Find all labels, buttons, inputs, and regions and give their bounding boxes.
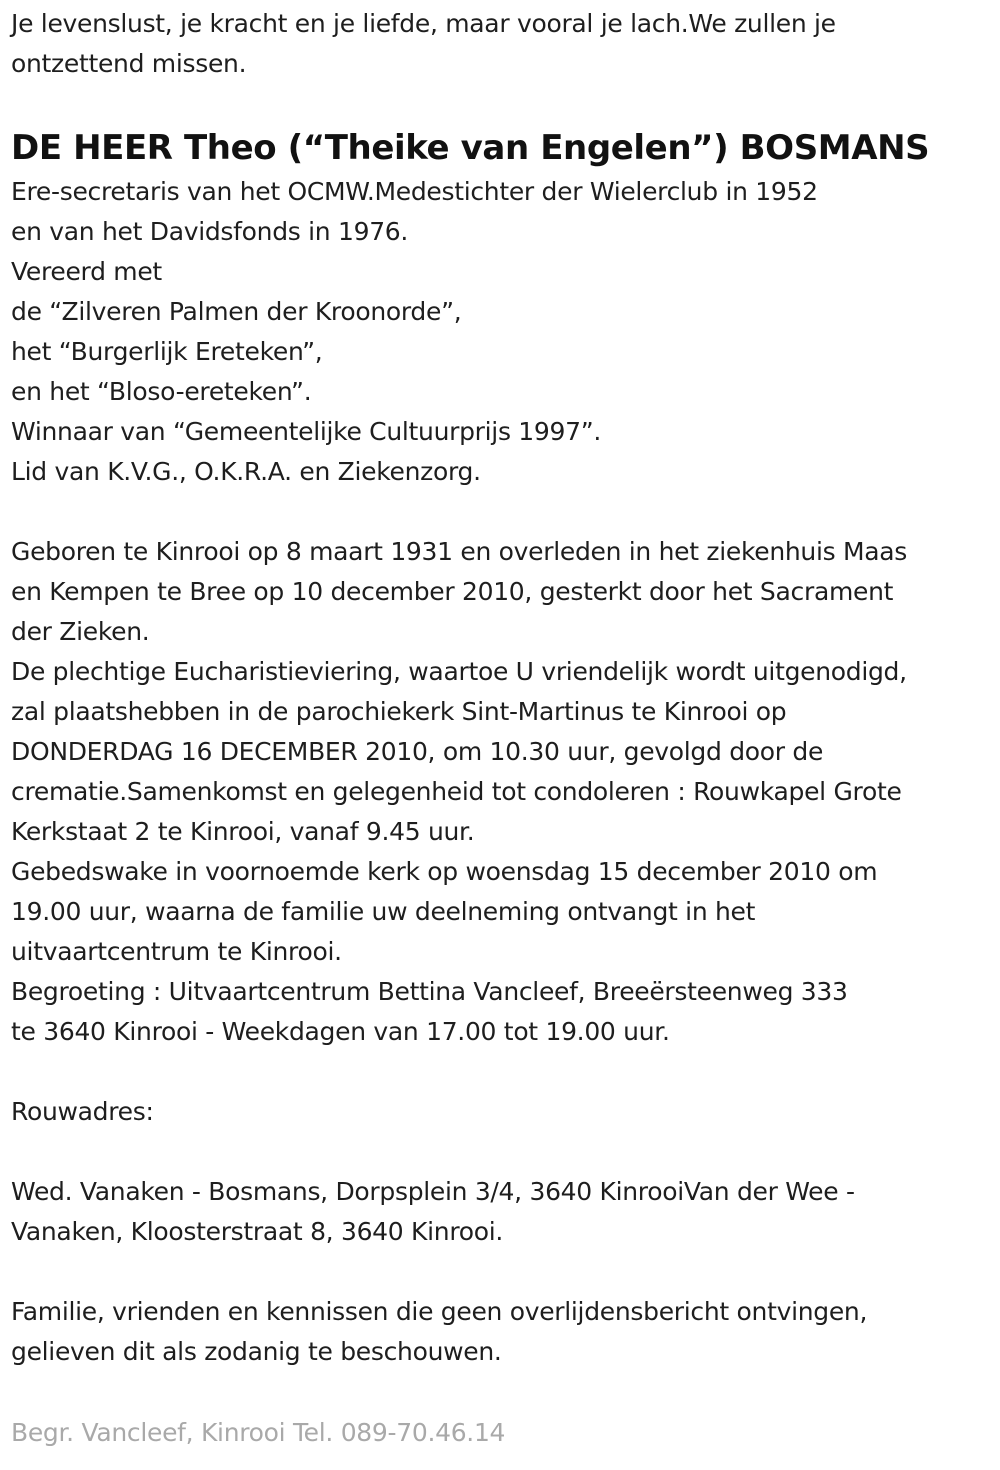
mourning-address <box>11 1172 996 1252</box>
intro-text <box>11 4 996 84</box>
details-line: 19.00 uur, waarna de familie uw deelneming ontvangt in het <box>11 897 756 926</box>
obituary-notice <box>11 4 996 1372</box>
honours-line: Vereerd met <box>11 257 162 286</box>
honours-block <box>11 172 996 492</box>
details-line: Begroeting : Uitvaartcentrum Bettina Vancleef, Breeërsteenweg 333 <box>11 977 848 1006</box>
details-line: uitvaartcentrum te Kinrooi. <box>11 937 342 966</box>
spacer <box>11 1052 996 1092</box>
spacer <box>11 1252 996 1292</box>
details-line: en Kempen te Bree op 10 december 2010, gesterkt door het Sacrament <box>11 577 894 606</box>
details-line: Gebedswake in voornoemde kerk op woensdag 15 december 2010 om <box>11 857 878 886</box>
closing-line: gelieven dit als zodanig te beschouwen. <box>11 1337 502 1366</box>
details-line: te 3640 Kinrooi - Weekdagen van 17.00 tot 19.00 uur. <box>11 1017 670 1046</box>
deceased-name-title: DE HEER Theo (“Theike van Engelen”) BOSMANS <box>11 128 930 168</box>
funeral-home-footer: Begr. Vancleef, Kinrooi Tel. 089-70.46.14 <box>11 1418 506 1447</box>
intro-line: Je levenslust, je kracht en je liefde, maar vooral je lach.We zullen je <box>11 9 836 38</box>
details-line: zal plaatshebben in de parochiekerk Sint-Martinus te Kinrooi op <box>11 697 787 726</box>
details-line: DONDERDAG 16 DECEMBER 2010, om 10.30 uur, gevolgd door de <box>11 737 824 766</box>
details-line: crematie.Samenkomst en gelegenheid tot condoleren : Rouwkapel Grote <box>11 777 902 806</box>
details-line: De plechtige Eucharistieviering, waartoe U vriendelijk wordt uitgenodigd, <box>11 657 907 686</box>
funeral-details <box>11 532 996 1052</box>
intro-line: ontzettend missen. <box>11 49 247 78</box>
honours-line: en het “Bloso-ereteken”. <box>11 377 312 406</box>
closing-text <box>11 1292 996 1372</box>
details-line: der Zieken. <box>11 617 150 646</box>
honours-line: Lid van K.V.G., O.K.R.A. en Ziekenzorg. <box>11 457 481 486</box>
closing-line: Familie, vrienden en kennissen die geen overlijdensbericht ontvingen, <box>11 1297 868 1326</box>
honours-line: Winnaar van “Gemeentelijke Cultuurprijs 1997”. <box>11 417 602 446</box>
honours-line: het “Burgerlijk Ereteken”, <box>11 337 323 366</box>
honours-line: Ere-secretaris van het OCMW.Medestichter der Wielerclub in 1952 <box>11 177 818 206</box>
details-line: Geboren te Kinrooi op 8 maart 1931 en overleden in het ziekenhuis Maas <box>11 537 908 566</box>
address-line: Wed. Vanaken - Bosmans, Dorpsplein 3/4, 3640 KinrooiVan der Wee - <box>11 1177 855 1206</box>
honours-line: en van het Davidsfonds in 1976. <box>11 217 409 246</box>
spacer <box>11 492 996 532</box>
spacer <box>11 1132 996 1172</box>
details-line: Kerkstaat 2 te Kinrooi, vanaf 9.45 uur. <box>11 817 475 846</box>
honours-line: de “Zilveren Palmen der Kroonorde”, <box>11 297 462 326</box>
address-label: Rouwadres: <box>11 1097 154 1126</box>
address-line: Vanaken, Kloosterstraat 8, 3640 Kinrooi. <box>11 1217 504 1246</box>
